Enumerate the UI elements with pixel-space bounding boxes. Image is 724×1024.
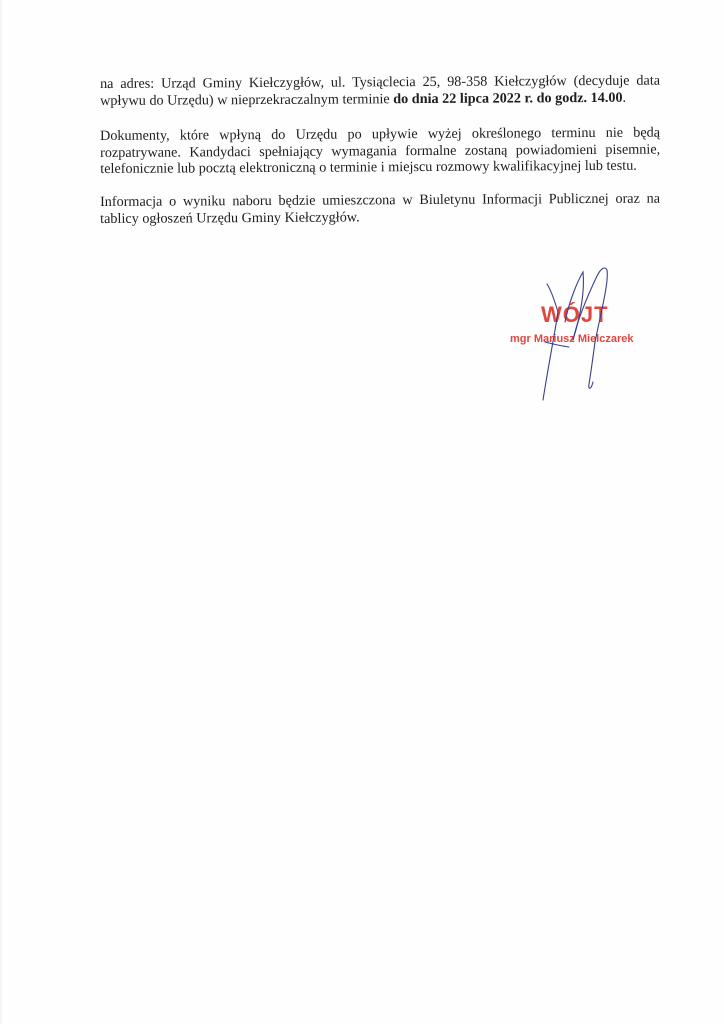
paragraph-end: .: [622, 89, 627, 106]
stamp-name: mgr Mariusz Mielczarek: [510, 333, 634, 345]
paragraph-results-info: [100, 191, 660, 227]
paragraph-address-deadline: [100, 73, 660, 109]
signature-icon: [525, 262, 635, 407]
scan-edge: [0, 0, 3, 1024]
deadline-text: do dnia 22 lipca 2022 r. do godz. 14.00: [393, 89, 623, 107]
paragraph-results-info-text: Informacja o wyniku naboru będzie umieszczona w Biuletynu Informacji Publicznej oraz na tablicy ogłoszeń Urzędu Gminy Kiełczygłów.: [100, 190, 661, 227]
paragraph-late-documents: [100, 125, 660, 178]
paragraph-address-text: na adres: Urząd Gminy Kiełczygłów, ul. Tysiąclecia 25, 98-358 Kiełczygłów (decyduje data wpływu do Urzędu) w nieprzekraczalnym terminie: [100, 72, 661, 109]
paragraph-late-documents-text: Dokumenty, które wpłyną do Urzędu po upływie wyżej określonego terminu nie będą rozpatrywane. Kandydaci spełniający wymagania formalne zostaną powiadomieni pisemnie, telefonicznie lub pocztą elektroniczną o terminie i miejscu rozmowy kwalifikacyjnej lub testu.: [100, 124, 661, 177]
stamp-title: WÓJT: [541, 302, 609, 327]
